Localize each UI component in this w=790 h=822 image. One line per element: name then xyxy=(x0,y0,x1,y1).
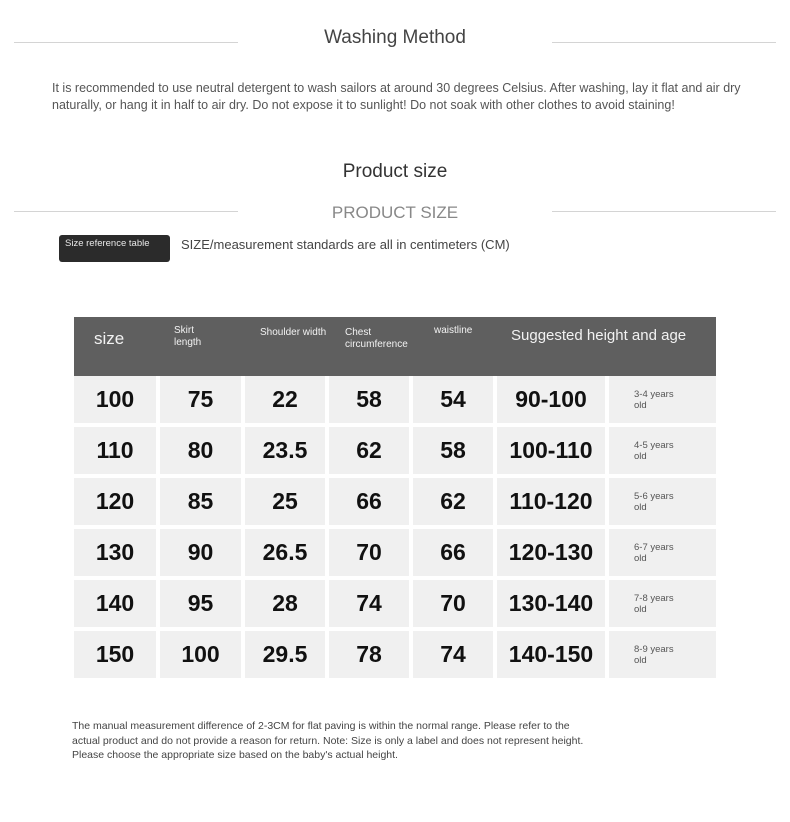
cell-age-line1: 6-7 years xyxy=(634,541,674,553)
size-reference-badge: Size reference table xyxy=(59,235,170,262)
header-size-label: size xyxy=(94,329,125,348)
cell-chest: 74 xyxy=(329,580,413,631)
cell-skirt-length: 85 xyxy=(160,478,245,529)
header-shoulder-width xyxy=(245,317,329,376)
cell-waistline: 74 xyxy=(413,631,497,682)
cell-age xyxy=(609,376,716,427)
cell-shoulder-width: 26.5 xyxy=(245,529,329,580)
table-row xyxy=(74,478,716,529)
footnote-line-3: Please choose the appropriate size based on the baby's actual height. xyxy=(72,749,398,761)
cell-age-line2: old xyxy=(634,450,647,462)
cell-waistline: 58 xyxy=(413,427,497,478)
header-chest-circumference xyxy=(329,317,413,376)
table-row xyxy=(74,529,716,580)
washing-method-text: It is recommended to use neutral detergent to wash sailors at around 30 degrees Celsius. After washing, lay it flat and air dry naturally, or hang it in half to air dry. Do not expose it to sunlight! Do not soak with other clothes to avoid staining! xyxy=(52,81,741,112)
size-table xyxy=(74,317,716,682)
cell-age-line1: 3-4 years xyxy=(634,388,674,400)
cell-age-line2: old xyxy=(634,654,647,666)
cell-age xyxy=(609,631,716,682)
cell-skirt-length: 75 xyxy=(160,376,245,427)
header-suggested-height-age xyxy=(497,317,716,376)
cell-age-line2: old xyxy=(634,399,647,411)
cell-waistline: 62 xyxy=(413,478,497,529)
cell-shoulder-width: 28 xyxy=(245,580,329,631)
cell-chest: 58 xyxy=(329,376,413,427)
cell-skirt-length: 95 xyxy=(160,580,245,631)
cell-age-line2: old xyxy=(634,552,647,564)
cell-waistline: 66 xyxy=(413,529,497,580)
cell-chest: 62 xyxy=(329,427,413,478)
cell-chest: 70 xyxy=(329,529,413,580)
header-chest-line2: circumference xyxy=(345,339,408,350)
table-row xyxy=(74,427,716,478)
measurement-note: SIZE/measurement standards are all in centimeters (CM) xyxy=(181,237,510,252)
header-shoulder-label: Shoulder width xyxy=(260,327,327,338)
cell-chest: 66 xyxy=(329,478,413,529)
washing-method-title: Washing Method xyxy=(324,27,466,48)
cell-age xyxy=(609,580,716,631)
footnote-line-2: actual product and do not provide a reason for return. Note: Size is only a label and does not represent height. xyxy=(72,734,584,747)
header-waistline-label: waistline xyxy=(434,325,473,336)
cell-age-line1: 8-9 years xyxy=(634,643,674,655)
cell-size: 100 xyxy=(74,376,160,427)
cell-age-line2: old xyxy=(634,603,647,615)
cell-waistline: 70 xyxy=(413,580,497,631)
cell-shoulder-width: 23.5 xyxy=(245,427,329,478)
cell-shoulder-width: 22 xyxy=(245,376,329,427)
product-size-subtitle: PRODUCT SIZE xyxy=(331,203,459,222)
cell-age xyxy=(609,427,716,478)
cell-age-line1: 4-5 years xyxy=(634,439,674,451)
cell-age xyxy=(609,478,716,529)
cell-height: 90-100 xyxy=(497,376,609,427)
cell-waistline: 54 xyxy=(413,376,497,427)
table-row xyxy=(74,580,716,631)
header-chest-line1: Chest xyxy=(345,327,372,338)
cell-chest: 78 xyxy=(329,631,413,682)
cell-age-line1: 7-8 years xyxy=(634,592,674,604)
cell-height: 120-130 xyxy=(497,529,609,580)
cell-age-line1: 5-6 years xyxy=(634,490,674,502)
table-header-row xyxy=(74,317,716,376)
header-skirt-length xyxy=(160,317,245,376)
cell-size: 150 xyxy=(74,631,160,682)
cell-shoulder-width: 29.5 xyxy=(245,631,329,682)
cell-skirt-length: 100 xyxy=(160,631,245,682)
cell-age xyxy=(609,529,716,580)
table-row xyxy=(74,631,716,682)
cell-skirt-length: 80 xyxy=(160,427,245,478)
header-waistline xyxy=(413,317,497,376)
product-size-title: Product size xyxy=(342,161,448,182)
cell-size: 130 xyxy=(74,529,160,580)
footnote xyxy=(72,719,672,763)
cell-size: 140 xyxy=(74,580,160,631)
cell-height: 100-110 xyxy=(497,427,609,478)
footnote-line-1: The manual measurement difference of 2-3CM for flat paving is within the normal range. Please refer to the xyxy=(72,720,570,732)
header-height-age-label: Suggested height and age xyxy=(511,327,687,344)
cell-size: 120 xyxy=(74,478,160,529)
header-size xyxy=(74,317,160,376)
cell-height: 140-150 xyxy=(497,631,609,682)
cell-skirt-length: 90 xyxy=(160,529,245,580)
cell-height: 110-120 xyxy=(497,478,609,529)
header-skirt-line1: Skirt xyxy=(174,325,194,336)
cell-height: 130-140 xyxy=(497,580,609,631)
header-skirt-line2: length xyxy=(174,337,202,348)
cell-age-line2: old xyxy=(634,501,647,513)
cell-size: 110 xyxy=(74,427,160,478)
table-row xyxy=(74,376,716,427)
cell-shoulder-width: 25 xyxy=(245,478,329,529)
